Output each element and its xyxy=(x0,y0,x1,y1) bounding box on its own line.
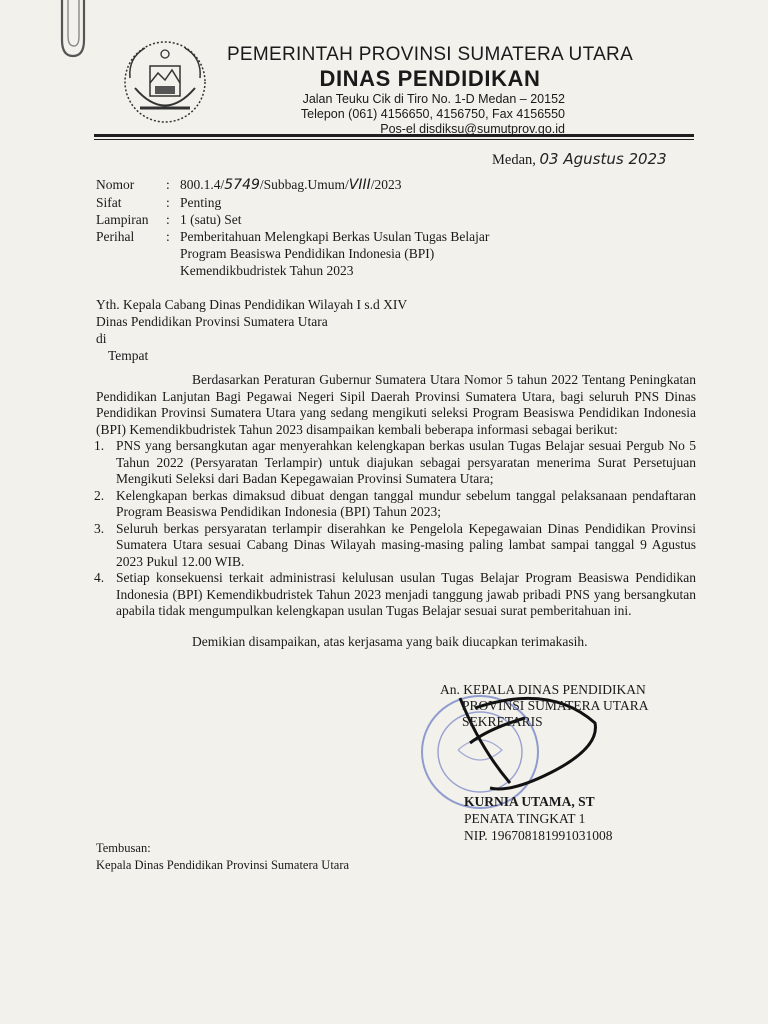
agency-phone: Telepon (061) 4156650, 4156750, Fax 4156550 xyxy=(300,107,565,121)
list-number: 2. xyxy=(94,487,105,503)
number-suffix: /2023 xyxy=(370,177,402,192)
addressee-line: Dinas Pendidikan Provinsi Sumatera Utara xyxy=(96,314,328,329)
list-text: Seluruh berkas persyaratan terlampir diserahkan ke Pengelola Kepegawaian Dinas Pendidikan Provinsi Sumatera Utara sesuai Cabang Dinas Wilayah masing-masing paling lambat sampai tanggal 9 Agustus 2023 Pukul 12.00 WIB. xyxy=(116,520,696,569)
list-text: Kelengkapan berkas dimaksud dibuat dengan tanggal mundur sebelum tanggal pelaksanaan pendaftaran Program Beasiswa Pendidikan Indonesia (BPI) Tahun 2023; xyxy=(116,487,696,519)
meta-colon: : xyxy=(166,195,170,210)
meta-colon: : xyxy=(166,212,170,227)
signature-line: PROVINSI SUMATERA UTARA xyxy=(462,698,649,713)
signature-line: SEKRETARIS xyxy=(462,714,543,729)
meta-key: Sifat xyxy=(96,195,122,210)
government-name: PEMERINTAH PROVINSI SUMATERA UTARA xyxy=(226,44,634,65)
meta-row-perihal xyxy=(96,228,540,279)
meta-row-nomor xyxy=(96,176,540,194)
letter-body xyxy=(96,372,696,620)
meta-value xyxy=(180,176,540,194)
date-city: Medan, xyxy=(492,152,536,168)
number-handwritten: 5749 xyxy=(224,177,260,193)
cc-line: Kepala Dinas Pendidikan Provinsi Sumatera Utara xyxy=(96,858,350,872)
letterhead xyxy=(220,44,640,137)
letterhead-divider-thick xyxy=(94,134,694,137)
info-list xyxy=(96,438,696,620)
signature-line: An. KEPALA DINAS PENDIDIKAN xyxy=(440,682,646,697)
subject-line: Program Beasiswa Pendidikan Indonesia (BPI) xyxy=(180,246,435,261)
date-handwritten: 03 Agustus 2023 xyxy=(539,150,667,168)
agency-address: Jalan Teuku Cik di Tiro No. 1-D Medan – 20152 xyxy=(302,92,565,106)
letterhead-divider-thin xyxy=(94,139,694,140)
number-month-handwritten: VIII xyxy=(348,177,371,193)
meta-value: 1 (satu) Set xyxy=(180,212,242,227)
meta-key: Perihal xyxy=(96,229,135,244)
addressee-line: di xyxy=(96,331,107,346)
closing-sentence: Demikian disampaikan, atas kerjasama yang baik diucapkan terimakasih. xyxy=(192,634,588,649)
staple-icon xyxy=(58,0,88,70)
list-text: Setiap konsekuensi terkait administrasi kelulusan usulan Tugas Belajar Program Beasiswa Pendidikan Indonesia (BPI) Kemendikbudristek Tahun 2023 menjadi tanggung jawab pribadi PNS yang bersangkutan apabila tidak mengumpulkan kelengkapan usulan Tugas Belajar sesuai surat pemberitahuan ini. xyxy=(116,570,696,618)
meta-row-sifat xyxy=(96,194,540,211)
list-item xyxy=(96,488,696,521)
meta-key: Nomor xyxy=(96,177,135,192)
list-item xyxy=(96,438,696,488)
signatory-rank: PENATA TINGKAT 1 xyxy=(464,811,586,826)
addressee-line: Tempat xyxy=(108,348,149,363)
meta-value xyxy=(180,228,540,279)
meta-colon: : xyxy=(166,229,170,244)
meta-row-lampiran xyxy=(96,211,540,228)
letter-meta xyxy=(96,176,540,279)
list-number: 3. xyxy=(94,520,105,536)
list-item xyxy=(96,521,696,571)
letter-date xyxy=(492,150,667,169)
provincial-emblem-icon xyxy=(120,38,210,126)
list-number: 4. xyxy=(94,570,105,585)
agency-name: DINAS PENDIDIKAN xyxy=(319,66,541,91)
meta-colon: : xyxy=(166,177,170,192)
addressee-line: Yth. Kepala Cabang Dinas Pendidikan Wilayah I s.d XIV xyxy=(96,297,408,312)
signature-block xyxy=(440,682,649,843)
number-prefix: 800.1.4/ xyxy=(180,177,225,192)
list-item xyxy=(96,570,696,620)
carbon-copy xyxy=(96,840,349,874)
cc-title: Tembusan: xyxy=(96,841,151,855)
addressee xyxy=(96,296,407,364)
number-mid: /Subbag.Umum/ xyxy=(259,177,349,192)
subject-line: Kemendikbudristek Tahun 2023 xyxy=(180,263,354,278)
signatory-name: KURNIA UTAMA, ST xyxy=(464,794,595,809)
list-text: PNS yang bersangkutan agar menyerahkan kelengkapan berkas usulan Tugas Belajar sesuai Pergub No 5 Tahun 2022 (Persyaratan Terlampir) untuk diajukan sebagai persyaratan menerima Surat Persetujuan Mengikuti Seleksi dari Badan Kepegawaian Provinsi Sumatera Utara; xyxy=(116,438,696,486)
meta-key: Lampiran xyxy=(96,212,149,227)
signatory-nip: NIP. 196708181991031008 xyxy=(464,828,613,843)
list-number: 1. xyxy=(94,438,105,453)
meta-value: Penting xyxy=(180,195,222,210)
intro-paragraph: Berdasarkan Peraturan Gubernur Sumatera Utara Nomor 5 tahun 2022 Tentang Peningkatan Pendidikan Lanjutan Bagi Pegawai Negeri Sipil Daerah Provinsi Sumatera Utara, bagi seluruh PNS Dinas Pendidikan Provinsi Sumatera Utara yang sedang mengikuti seleksi Program Beasiswa Pendidikan Indonesia (BPI) Kemendikbudristek Tahun 2023 disampaikan kembali beberapa informasi sebagai berikut: xyxy=(96,372,696,437)
agency-email: Pos-el disdiksu@sumutprov.go.id xyxy=(380,122,565,136)
subject-line: Pemberitahuan Melengkapi Berkas Usulan Tugas Belajar xyxy=(180,229,490,244)
